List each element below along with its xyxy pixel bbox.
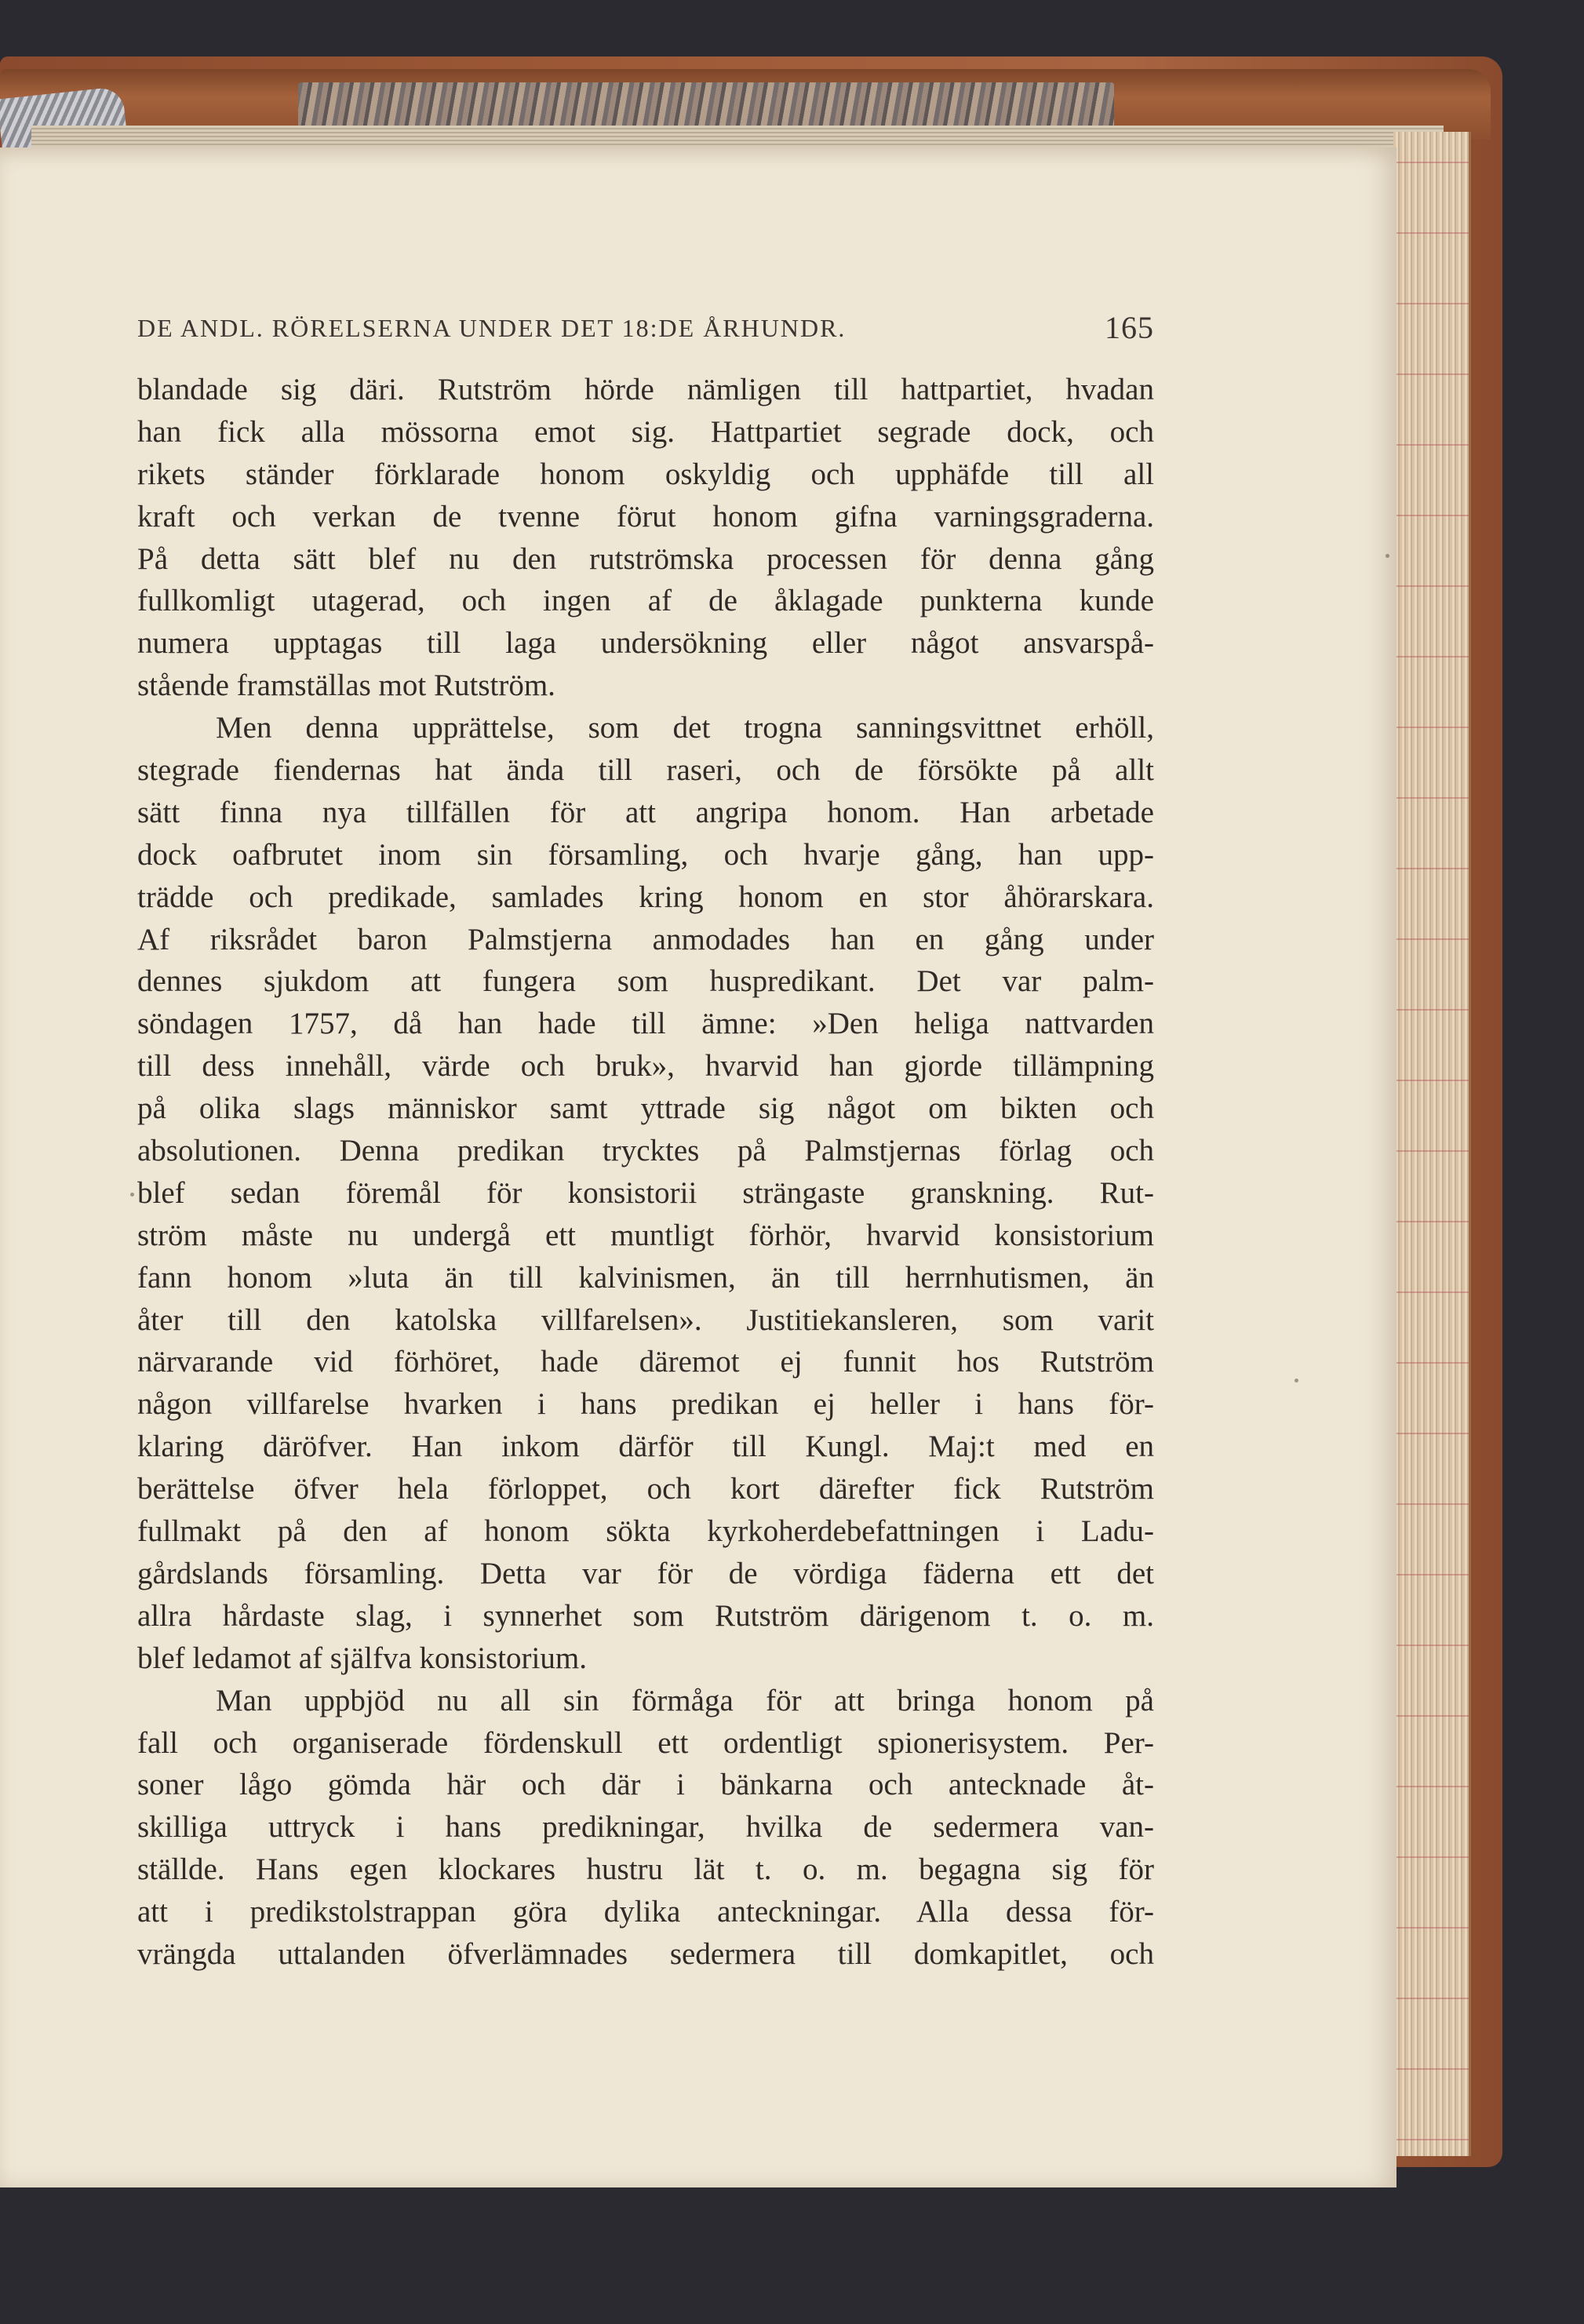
text-line: ström måste nu undergå ett muntligt förhör, hvarvid konsistorium	[137, 1218, 1154, 1252]
page-number: 165	[1105, 310, 1154, 345]
text-line: till dess innehåll, värde och bruk», hvarvid han gjorde tillämpning	[137, 1049, 1154, 1084]
page-fore-edge	[1393, 132, 1471, 2156]
text-line: Men denna upprättelse, som det trogna sanningsvittnet erhöll,	[216, 711, 1154, 745]
text-line: absolutionen. Denna predikan trycktes på Palmstjernas förlag och	[137, 1134, 1154, 1168]
text-line: närvarande vid förhöret, hade däremot ej funnit hos Rutström	[137, 1345, 1154, 1379]
text-line: dennes sjukdom att fungera som huspredikant. Det var palm-	[137, 964, 1154, 999]
text-line: allra hårdaste slag, i synnerhet som Rutström därigenom t. o. m.	[137, 1598, 1154, 1633]
text-line: soner lågo gömda här och där i bänkarna och antecknade åt-	[137, 1768, 1154, 1802]
text-line: någon villfarelse hvarken i hans predikan ej heller i hans för-	[137, 1387, 1154, 1422]
text-line: blef sedan föremål för konsistorii strängaste granskning. Rut-	[137, 1175, 1154, 1210]
body-text	[137, 369, 1154, 1976]
page-speck	[1386, 554, 1389, 558]
text-line: gårdslands församling. Detta var för de vördiga fäderna ett det	[137, 1556, 1154, 1590]
text-line: blandade sig däri. Rutström hörde nämligen till hattpartiet, hvadan	[137, 373, 1154, 406]
text-line: kraft och verkan de tvenne förut honom gifna varningsgraderna.	[137, 499, 1154, 534]
text-line: stående framställas mot Rutström.	[137, 668, 555, 703]
text-line: numera upptagas till laga undersökning eller något ansvarspå-	[137, 626, 1154, 661]
page-top-edge	[31, 126, 1444, 148]
page-speck	[1295, 1379, 1298, 1382]
text-line: ställde. Hans egen klockares hustru lät t. o. m. begagna sig för	[137, 1852, 1154, 1887]
text-line: berättelse öfver hela förloppet, och kort därefter fick Rutström	[137, 1472, 1154, 1506]
page-speck	[130, 1193, 134, 1197]
text-line: fullmakt på den af honom sökta kyrkoherdebefattningen i Ladu-	[137, 1514, 1154, 1549]
text-line: söndagen 1757, då han hade till ämne: »Den heliga nattvarden	[137, 1007, 1154, 1041]
text-line: skilliga uttryck i hans predikningar, hvilka de sedermera van-	[137, 1810, 1154, 1845]
text-line: Af riksrådet baron Palmstjerna anmodades han en gång under	[137, 922, 1154, 956]
text-line: på olika slags människor samt yttrade sig något om bikten och	[137, 1091, 1154, 1126]
running-head-title: DE ANDL. RÖRELSERNA UNDER DET 18:DE ÅRHUNDR.	[137, 314, 847, 342]
text-line: Man uppbjöd nu all sin förmåga för att bringa honom på	[216, 1683, 1154, 1718]
text-line: fann honom »luta än till kalvinismen, än till herrnhutismen, än	[137, 1260, 1154, 1295]
text-line: trädde och predikade, samlades kring honom en stor åhörarskara.	[137, 880, 1154, 914]
text-line: sätt finna nya tillfällen för att angripa honom. Han arbetade	[137, 795, 1154, 829]
text-line: rikets ständer förklarade honom oskyldig och upphäfde till all	[137, 457, 1154, 491]
text-line: blef ledamot af själfva konsistorium.	[137, 1641, 587, 1675]
text-line: fullkomligt utagerad, och ingen af de åklagade punkterna kunde	[137, 584, 1154, 618]
text-line: På detta sätt blef nu den rutströmska processen för denna gång	[137, 541, 1154, 576]
text-line: dock oafbrutet inom sin församling, och hvarje gång, han upp-	[137, 837, 1154, 872]
running-head	[137, 310, 1154, 353]
text-line: han fick alla mössorna emot sig. Hattpartiet segrade dock, och	[137, 414, 1154, 449]
text-line: att i predikstolstrappan göra dylika anteckningar. Alla dessa för-	[137, 1895, 1154, 1929]
text-line: stegrade fiendernas hat ända till raseri, och de försökte på allt	[137, 753, 1154, 788]
text-line: klaring däröfver. Han inkom därför till Kungl. Maj:t med en	[137, 1430, 1154, 1464]
text-line: åter till den katolska villfarelsen». Justitiekansleren, som varit	[137, 1302, 1154, 1337]
marbled-spine-strip	[298, 82, 1114, 128]
text-line: vrängda uttalanden öfverlämnades sedermera till domkapitlet, och	[137, 1936, 1154, 1971]
text-line: fall och organiserade fördenskull ett ordentligt spionerisystem. Per-	[137, 1725, 1154, 1760]
